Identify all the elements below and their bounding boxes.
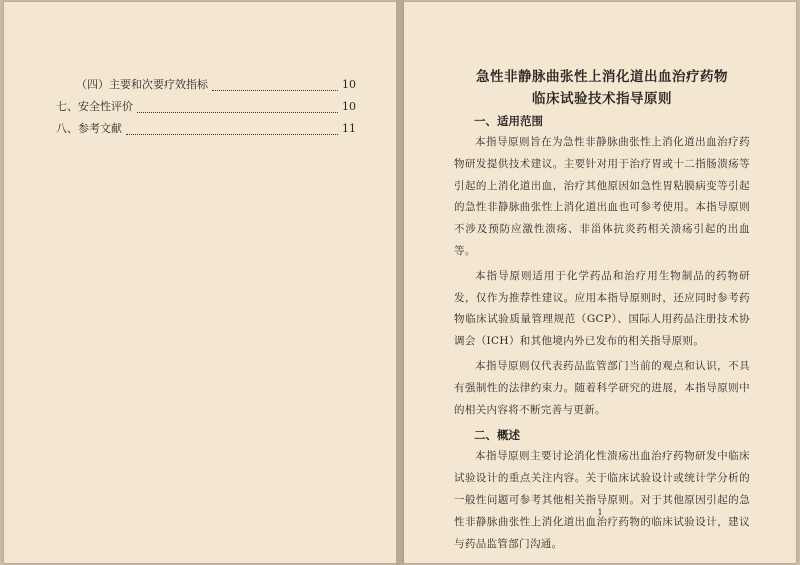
section-heading-overview: 二、概述 [474, 428, 520, 443]
toc-leader-dots [212, 78, 338, 91]
document-body [454, 66, 750, 558]
toc-entry-label: 八、参考文献 [56, 122, 122, 135]
toc-entry[interactable] [56, 96, 356, 118]
page-number: 1 [597, 508, 603, 517]
section-heading-scope: 一、适用范围 [474, 114, 543, 128]
toc-entry-page: 10 [342, 100, 356, 113]
left-page [4, 2, 396, 563]
toc-entry-label: （四）主要和次要疗效指标 [76, 78, 208, 91]
paragraph: 本指导原则旨在为急性非静脉曲张性上消化道出血治疗药物研发提供技术建议。主要针对用于治疗胃或十二指肠溃疡等引起的上消化道出血，治疗其他原因如急性胃粘膜病变等引起的急性非静脉曲张性上消化道出血也可参考使用。本指导原则不涉及预防应激性溃疡、非甾体抗炎药相关溃疡引起的出血等。 [454, 136, 750, 257]
toc-entry-page: 10 [342, 78, 356, 91]
toc-leader-dots [137, 100, 338, 113]
right-page [404, 2, 796, 563]
toc-entry-label: 七、安全性评价 [56, 100, 133, 113]
document-title-line-1: 急性非静脉曲张性上消化道出血治疗药物 [476, 69, 728, 85]
book-spine [396, 0, 404, 565]
paragraph: 本指导原则主要讨论消化性溃疡出血治疗药物研发中临床试验设计的重点关注内容。关于临床试验设计或统计学分析的一般性问题可参考其他相关指导原则。对于其他原因引起的急性非静脉曲张性上消化道出血治疗药物的临床试验设计，建议与药品监管部门沟通。 [454, 450, 750, 550]
document-title-line-2: 临床试验技术指导原则 [532, 91, 672, 107]
table-of-contents [56, 74, 356, 140]
paragraph: 本指导原则适用于化学药品和治疗用生物制品的药物研发，仅作为推荐性建议。应用本指导原则时，还应同时参考药物临床试验质量管理规范（GCP）、国际人用药品注册技术协调会（ICH）和其他境内外已发布的相关指导原则。 [454, 269, 750, 348]
paragraph: 本指导原则仅代表药品监管部门当前的观点和认识，不具有强制性的法律约束力。随着科学研究的进展，本指导原则中的相关内容将不断完善与更新。 [454, 359, 750, 416]
toc-entry[interactable] [56, 74, 356, 96]
toc-entry-page: 11 [342, 122, 356, 135]
toc-leader-dots [126, 122, 338, 135]
toc-entry[interactable] [56, 118, 356, 140]
